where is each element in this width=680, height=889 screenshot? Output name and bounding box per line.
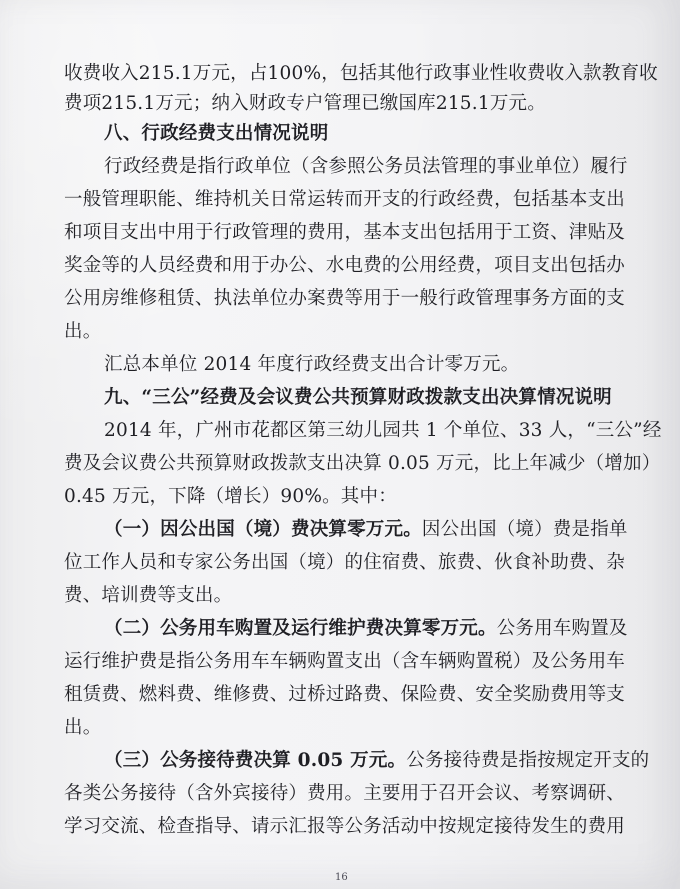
subsection-line-3	[104, 750, 650, 771]
text-line-11: 费及会议费公共预算财政拨款支出决算 0.05 万元，比上年减少（增加）	[64, 453, 661, 474]
section-heading-8: 八、行政经费支出情况说明	[104, 123, 329, 144]
text-line-13: 位工作人员和专家公务出国（境）的住宿费、旅费、伙食补助费、杂	[64, 552, 626, 573]
subsection-title-1: （一）因公出国（境）费决算零万元。	[104, 519, 422, 540]
section-heading-9: 九、“三公”经费及会议费公共预算财政拨款支出决算情况说明	[104, 387, 612, 408]
text-line-9: 汇总本单位 2014 年度行政经费支出合计零万元。	[104, 354, 520, 375]
subsection-line-2	[104, 618, 628, 639]
text-line-1: 收费收入215.1万元，占100%，包括其他行政事业性收费收入款教育收	[64, 63, 658, 84]
subsection-line-1	[104, 519, 628, 540]
text-line-8: 出。	[64, 321, 102, 342]
subsection-body-2: 公务用车购置及	[496, 618, 628, 639]
page-number: 16	[335, 872, 348, 883]
text-line-12: 0.45 万元，下降（增长）90%。其中：	[64, 486, 397, 507]
text-line-4: 一般管理职能、维持机关日常运转而开支的行政经费，包括基本支出	[64, 189, 626, 210]
subsection-title-3: （三）公务接待费决算 0.05 万元。	[104, 750, 407, 771]
subsection-body-1: 因公出国（境）费是指单	[421, 519, 628, 540]
text-line-16: 租赁费、燃料费、维修费、过桥过路费、保险费、安全奖励费用等支	[64, 684, 626, 705]
text-line-10: 2014 年，广州市花都区第三幼儿园共 1 个单位、33 人，“三公”经	[104, 420, 662, 441]
text-line-6: 奖金等的人员经费和用于办公、水电费的公用经费，项目支出包括办	[64, 255, 626, 276]
text-line-17: 出。	[64, 717, 102, 738]
text-line-19: 学习交流、检查指导、请示汇报等公务活动中按规定接待发生的费用	[64, 816, 626, 837]
text-line-15: 运行维护费是指公务用车车辆购置支出（含车辆购置税）及公务用车	[64, 651, 626, 672]
text-line-3: 行政经费是指行政单位（含参照公务员法管理的事业单位）履行	[104, 156, 628, 177]
text-line-7: 公用房维修租赁、执法单位办案费等用于一般行政管理事务方面的支	[64, 288, 626, 309]
text-line-2: 费项215.1万元；纳入财政专户管理已缴国库215.1万元。	[64, 93, 546, 114]
text-line-14: 费、培训费等支出。	[64, 585, 233, 606]
subsection-body-3: 公务接待费是指按规定开支的	[406, 750, 650, 771]
text-line-5: 和项目支出中用于行政管理的费用，基本支出包括用于工资、津贴及	[64, 222, 626, 243]
subsection-title-2: （二）公务用车购置及运行维护费决算零万元。	[104, 618, 497, 639]
text-line-18: 各类公务接待（含外宾接待）费用。主要用于召开会议、考察调研、	[64, 783, 626, 804]
